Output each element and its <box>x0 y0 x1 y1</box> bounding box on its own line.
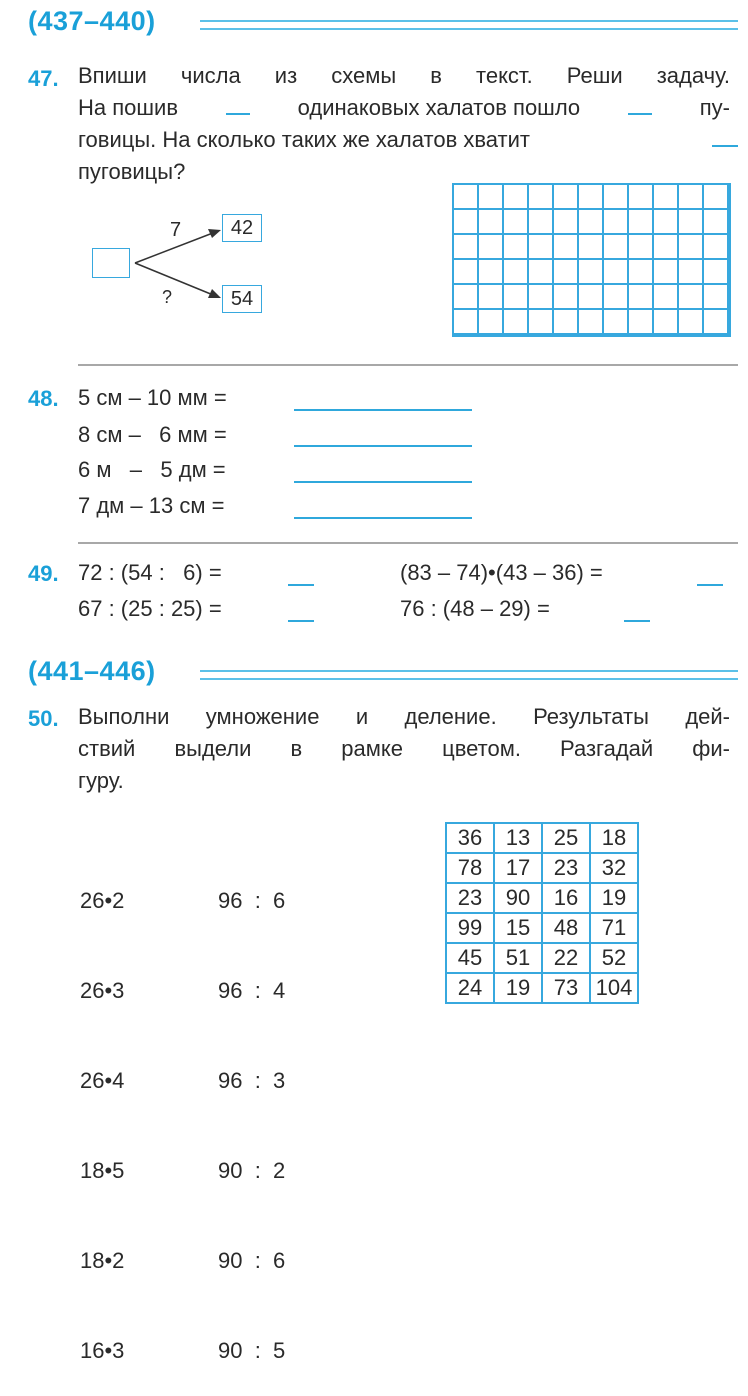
p49-left-answer-1[interactable] <box>288 584 314 586</box>
grid-cell[interactable]: 90 <box>494 883 542 913</box>
separator-line <box>78 364 738 366</box>
table-row <box>446 853 638 883</box>
problem-number-50: 50. <box>28 706 59 731</box>
p50-div-5: 90 : 6 <box>218 1248 286 1273</box>
p50-div-4: 90 : 2 <box>218 1158 286 1183</box>
p47-line-1: Впиши числа из схемы в текст. Реши задачу. <box>78 63 730 88</box>
p50-division-list <box>218 826 285 1396</box>
p49-right-answer-2[interactable] <box>624 620 650 622</box>
problem-number-49: 49. <box>28 561 59 586</box>
p48-answer-line-3[interactable] <box>294 481 472 483</box>
table-row <box>446 823 638 853</box>
p47-blank-3[interactable] <box>712 145 738 147</box>
p47-line-3 <box>78 124 738 156</box>
p50-mult-1: 26•2 <box>80 888 125 913</box>
scheme-top-label: 7 <box>170 219 182 241</box>
p50-mult-3: 26•4 <box>80 1068 125 1093</box>
grid-cell[interactable]: 45 <box>446 943 494 973</box>
p49-right-answer-1[interactable] <box>697 584 723 586</box>
p48-expression-4: 7 дм – 13 см = <box>78 493 225 518</box>
grid-cell[interactable]: 17 <box>494 853 542 883</box>
grid-cell[interactable]: 104 <box>590 973 638 1003</box>
p50-answer-frame <box>445 822 639 1004</box>
grid-cell[interactable]: 25 <box>542 823 590 853</box>
grid-cell[interactable]: 15 <box>494 913 542 943</box>
p47-line-2 <box>78 92 730 124</box>
p48-answer-line-1[interactable] <box>294 409 472 411</box>
p49-left-answer-2[interactable] <box>288 620 314 622</box>
section-title-441-446: (441–446) <box>28 656 156 686</box>
scheme-top-value: 42 <box>222 214 262 242</box>
grid-cell[interactable]: 71 <box>590 913 638 943</box>
problem-number-47: 47. <box>28 66 59 91</box>
grid-cell[interactable]: 23 <box>446 883 494 913</box>
p47-text-hvatit: говицы. На сколько таких же халатов хватит <box>78 127 530 152</box>
p50-line-1: Выполни умножение и деление. Результаты дей- <box>78 704 730 729</box>
p50-div-2: 96 : 4 <box>218 978 286 1003</box>
p49-left-expression-1: 72 : (54 : 6) = <box>78 560 222 585</box>
p48-answer-line-2[interactable] <box>294 445 472 447</box>
table-row <box>446 883 638 913</box>
grid-cell[interactable]: 52 <box>590 943 638 973</box>
p50-mult-6: 16•3 <box>80 1338 125 1363</box>
grid-cell[interactable]: 78 <box>446 853 494 883</box>
p50-div-1: 96 : 6 <box>218 888 286 913</box>
p50-mult-5: 18•2 <box>80 1248 125 1273</box>
grid-cell[interactable]: 32 <box>590 853 638 883</box>
p47-line-4: пуговицы? <box>78 159 186 184</box>
p48-expression-2: 8 см – 6 мм = <box>78 422 227 447</box>
grid-cell[interactable]: 19 <box>494 973 542 1003</box>
squared-paper-grid[interactable] <box>452 183 731 337</box>
section-rule <box>200 670 738 680</box>
problem-number-48: 48. <box>28 386 59 411</box>
p49-right-expression-2: 76 : (48 – 29) = <box>400 596 550 621</box>
p50-line-2: ствий выдели в рамке цветом. Разгадай фи- <box>78 736 730 761</box>
grid-cell[interactable]: 48 <box>542 913 590 943</box>
grid-cell[interactable]: 19 <box>590 883 638 913</box>
p47-blank-2[interactable] <box>628 113 652 115</box>
separator-line <box>78 542 738 544</box>
grid-cell[interactable]: 51 <box>494 943 542 973</box>
p49-right-expression-1: (83 – 74)•(43 – 36) = <box>400 560 603 585</box>
grid-cell[interactable]: 16 <box>542 883 590 913</box>
p50-mult-4: 18•5 <box>80 1158 125 1183</box>
p48-expression-3: 6 м – 5 дм = <box>78 457 226 482</box>
grid-cell[interactable]: 18 <box>590 823 638 853</box>
section-title-437-440: (437–440) <box>28 6 156 36</box>
grid-cell[interactable]: 22 <box>542 943 590 973</box>
p48-expression-1: 5 см – 10 мм = <box>78 385 227 410</box>
scheme-empty-box[interactable] <box>92 248 130 278</box>
scheme-bottom-value: 54 <box>222 285 262 313</box>
scheme-bottom-label: ? <box>162 287 173 307</box>
p47-blank-1[interactable] <box>226 113 250 115</box>
p50-div-3: 96 : 3 <box>218 1068 286 1093</box>
p47-text-halatov: одинаковых халатов пошло <box>297 95 581 120</box>
p50-multiplication-list <box>80 826 124 1396</box>
p50-mult-2: 26•3 <box>80 978 125 1003</box>
grid-cell[interactable]: 99 <box>446 913 494 943</box>
p50-line-3: гуру. <box>78 768 124 793</box>
grid-cell[interactable]: 13 <box>494 823 542 853</box>
p47-text-pu: пу- <box>699 95 730 120</box>
p49-left-expression-2: 67 : (25 : 25) = <box>78 596 222 621</box>
section-rule <box>200 20 738 30</box>
table-row <box>446 943 638 973</box>
table-row <box>446 913 638 943</box>
p47-text-na-poshiv: На пошив <box>78 95 179 120</box>
grid-cell[interactable]: 24 <box>446 973 494 1003</box>
p50-div-6: 90 : 5 <box>218 1338 286 1363</box>
table-row <box>446 973 638 1003</box>
grid-cell[interactable]: 73 <box>542 973 590 1003</box>
p48-answer-line-4[interactable] <box>294 517 472 519</box>
grid-cell[interactable]: 36 <box>446 823 494 853</box>
grid-cell[interactable]: 23 <box>542 853 590 883</box>
